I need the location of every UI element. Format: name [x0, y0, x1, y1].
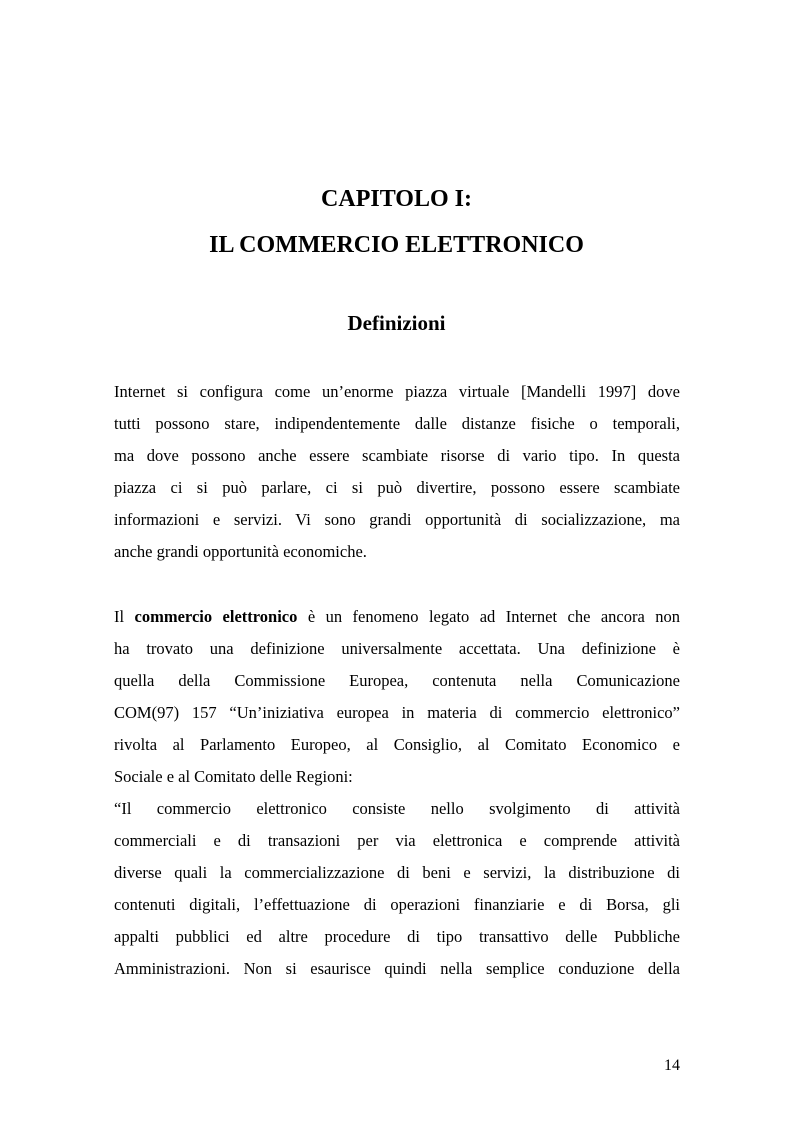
chapter-number: CAPITOLO I: [321, 186, 472, 212]
text-line: Amministrazioni. Non si esaurisce quindi nella semplice conduzione della [114, 959, 680, 978]
text-line: quella della Commissione Europea, contenuta nella Comunicazione [114, 671, 680, 690]
paragraph-intro [114, 376, 680, 568]
text-line: informazioni e servizi. Vi sono grandi opportunità di socializzazione, ma [114, 510, 680, 529]
section-title: Definizioni [347, 311, 446, 335]
text-line: rivolta al Parlamento Europeo, al Consiglio, al Comitato Economico e [114, 735, 680, 754]
text-line: appalti pubblici ed altre procedure di tipo transattivo delle Pubbliche [114, 927, 680, 946]
text-line: contenuti digitali, l’effettuazione di operazioni finanziarie e di Borsa, gli [114, 895, 680, 914]
text-line-first [114, 601, 680, 633]
text-line: Sociale e al Comitato delle Regioni: [114, 767, 353, 786]
text-line: “Il commercio elettronico consiste nello svolgimento di attività [114, 799, 680, 818]
text-prefix: Il [114, 607, 135, 626]
text-line: piazza ci si può parlare, ci si può divertire, possono essere scambiate [114, 478, 680, 497]
text-line: commerciali e di transazioni per via elettronica e comprende attività [114, 831, 680, 850]
text-suffix: è un fenomeno legato ad Internet che ancora non [297, 607, 680, 626]
text-line: tutti possono stare, indipendentemente dalle distanze fisiche o temporali, [114, 414, 680, 433]
text-line: diverse quali la commercializzazione di beni e servizi, la distribuzione di [114, 863, 680, 882]
text-line: anche grandi opportunità economiche. [114, 542, 367, 561]
text-line: ha trovato una definizione universalmente accettata. Una definizione è [114, 639, 680, 658]
paragraph-definition [114, 601, 680, 985]
text-line: Internet si configura come un’enorme piazza virtuale [Mandelli 1997] dove [114, 382, 680, 401]
text-line: ma dove possono anche essere scambiate risorse di vario tipo. In questa [114, 446, 680, 465]
page-number: 14 [664, 1057, 680, 1074]
chapter-title: IL COMMERCIO ELETTRONICO [209, 232, 584, 258]
text-line: COM(97) 157 “Un’iniziativa europea in materia di commercio elettronico” [114, 703, 680, 722]
bold-term: commercio elettronico [134, 607, 298, 626]
